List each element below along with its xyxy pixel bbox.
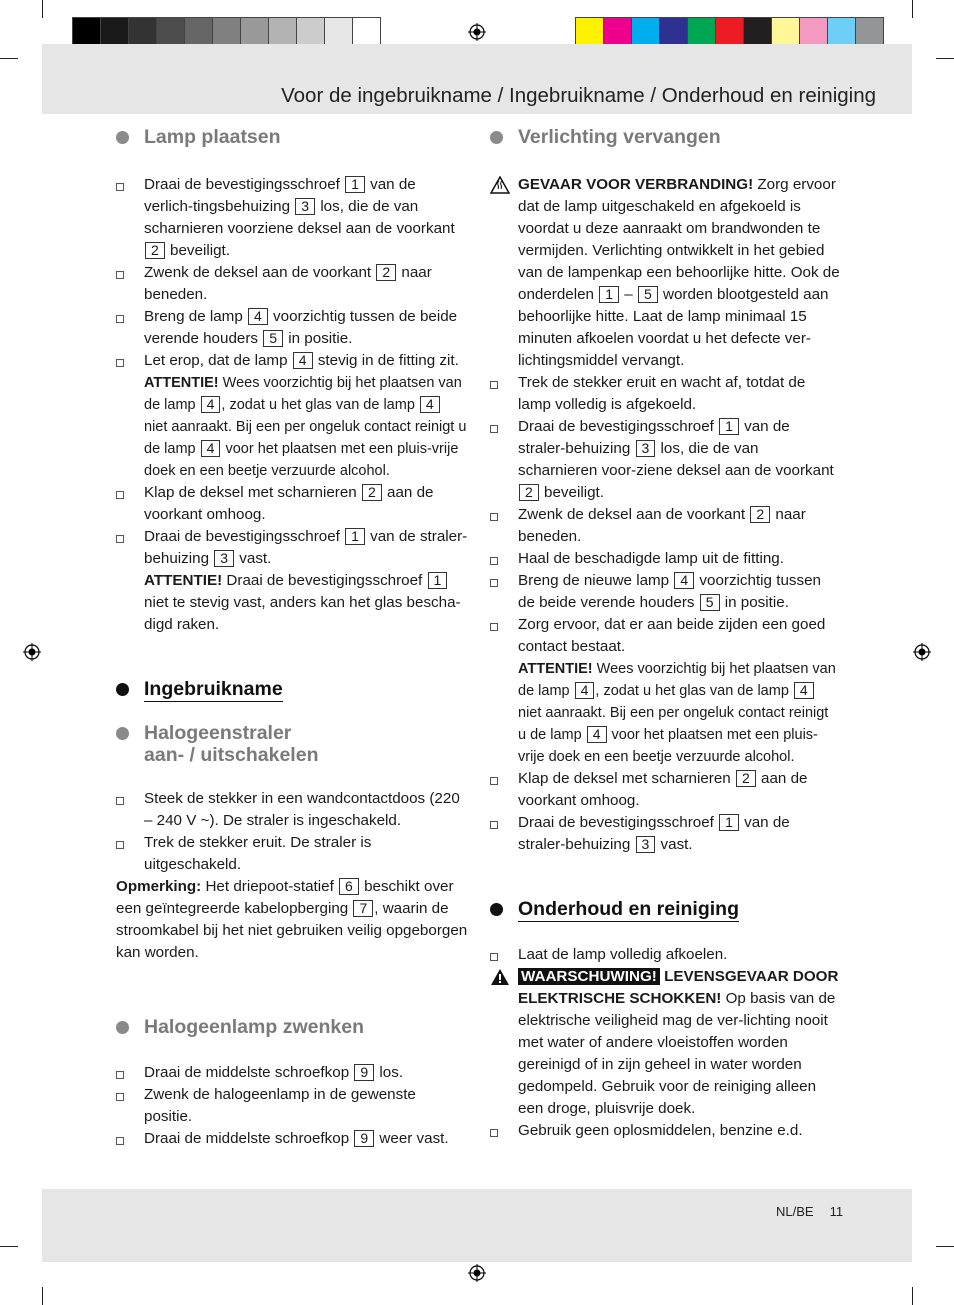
part-number-key: 2 xyxy=(376,264,396,281)
footer-band xyxy=(42,1189,912,1262)
list-item: Zorg ervoor, dat er aan beide zijden een goed contact bestaat. ATTENTIE! Wees voorzichtig bij het plaatsen van de lamp 4 , zodat u het glas van de lamp 4 niet aanraakt. Bij een per ongeluk contact reinigt u de lamp 4 voor het plaatsen met een pluis-vrije doek en een beetje verzuurde alcohol. xyxy=(490,614,840,768)
color-swatch xyxy=(743,17,772,47)
section-heading-verlichting-vervangen: Verlichting vervangen xyxy=(490,126,840,148)
color-swatch xyxy=(855,17,884,47)
bullet-dot-icon xyxy=(116,727,129,740)
part-number-key: 5 xyxy=(700,594,720,611)
color-swatch-bar xyxy=(575,17,883,47)
part-number-key: 4 xyxy=(293,352,313,369)
list-item: Let erop, dat de lamp 4 stevig in de fitting zit. ATTENTIE! Wees voorzichtig bij het plaatsen van de lamp 4 , zodat u het glas van de lamp 4 niet aanraakt. Bij een per ongeluk contact reinigt u de lamp 4 voor het plaatsen met een pluis-vrije doek en een beetje verzuurde alcohol. xyxy=(116,350,468,482)
right-column xyxy=(490,126,840,1142)
note-paragraph: Opmerking: Het driepoot-statief 6 beschikt over een geïntegreerde kabelopberging 7 , waarin de stroomkabel bij het niet gebruiken veilig opgeborgen kan worden. xyxy=(116,878,468,961)
bullet-dot-icon xyxy=(116,131,129,144)
color-swatch xyxy=(268,17,297,47)
part-number-key: 1 xyxy=(719,418,739,435)
color-swatch xyxy=(715,17,744,47)
warning-badge: WAARSCHUWING! xyxy=(518,968,660,985)
checkbox-bullet-icon xyxy=(490,1129,498,1137)
attention-note: ATTENTIE! Draai de bevestigingsschroef 1 niet te stevig vast, anders kan het glas bescha-digd raken. xyxy=(144,572,461,633)
checkbox-bullet-icon xyxy=(490,425,498,433)
step-list xyxy=(116,788,468,876)
checkbox-bullet-icon xyxy=(116,841,124,849)
step-list xyxy=(490,1120,840,1142)
registration-mark-icon xyxy=(23,643,41,661)
part-number-key: 4 xyxy=(248,308,268,325)
section-heading-ingebruikname: Ingebruikname xyxy=(116,678,468,700)
list-item: Draai de middelste schroefkop 9 weer vast. xyxy=(116,1128,468,1150)
crop-mark xyxy=(0,1246,18,1247)
part-number-key: 4 xyxy=(674,572,694,589)
electric-shock-warning: WAARSCHUWING! LEVENSGEVAAR DOOR ELEKTRISCHE SCHOKKEN! Op basis van de elektrische veiligheid mag de ver-lichting nooit met water of andere vloeistoffen worden gereinigd of in zijn geheel in water worden gedompeld. Gebruik voor de reiniging alleen een droge, pluisvrije doek. xyxy=(490,966,840,1120)
part-number-key: 5 xyxy=(263,330,283,347)
section-heading-halogeenlamp-zwenken: Halogeenlamp zwenken xyxy=(116,1016,468,1038)
crop-mark xyxy=(912,1287,913,1305)
color-swatch xyxy=(156,17,185,47)
part-number-key: 4 xyxy=(201,440,221,457)
part-number-key: 1 xyxy=(345,528,365,545)
burn-warning: GEVAAR VOOR VERBRANDING! Zorg ervoor dat de lamp uitgeschakeld en afgekoeld is voordat u deze aanraakt om brandwonden te vermijden. Verlichting ontwikkelt in het gebied van de lampenkap een behoorlijke hitte. Ook de onderdelen 1 – 5 worden blootgesteld aan behoorlijke hitte. Laat de lamp minimaal 15 minuten afkoelen voordat u het defecte ver-lichtingsmiddel vervangt. xyxy=(490,174,840,372)
part-number-key: 2 xyxy=(145,242,165,259)
part-number-key: 4 xyxy=(575,682,595,699)
list-item: Trek de stekker eruit. De straler is uitgeschakeld. xyxy=(116,832,468,876)
list-item: Zwenk de halogeenlamp in de gewenste positie. xyxy=(116,1084,468,1128)
left-column xyxy=(116,126,468,1150)
color-swatch xyxy=(771,17,800,47)
part-number-key: 4 xyxy=(201,396,221,413)
list-item: Haal de beschadigde lamp uit de fitting. xyxy=(490,548,840,570)
checkbox-bullet-icon xyxy=(116,1071,124,1079)
list-item: Klap de deksel met scharnieren 2 aan de voorkant omhoog. xyxy=(116,482,468,526)
page-header-title: Voor de ingebruikname / Ingebruikname / Onderhoud en reiniging xyxy=(281,84,876,107)
part-number-key: 2 xyxy=(362,484,382,501)
step-list xyxy=(490,944,840,966)
list-item: Klap de deksel met scharnieren 2 aan de voorkant omhoog. xyxy=(490,768,840,812)
registration-mark-icon xyxy=(468,23,486,41)
checkbox-bullet-icon xyxy=(116,271,124,279)
checkbox-bullet-icon xyxy=(490,557,498,565)
list-item: Breng de lamp 4 voorzichtig tussen de beide verende houders 5 in positie. xyxy=(116,306,468,350)
color-swatch xyxy=(352,17,381,47)
crop-mark xyxy=(42,0,43,18)
greyscale-swatch-bar xyxy=(72,17,380,47)
step-list xyxy=(116,174,468,636)
checkbox-bullet-icon xyxy=(490,953,498,961)
color-swatch xyxy=(631,17,660,47)
part-number-key: 1 xyxy=(599,286,619,303)
part-number-key: 4 xyxy=(420,396,440,413)
warning-triangle-icon xyxy=(490,968,510,986)
color-swatch xyxy=(212,17,241,47)
part-number-key: 9 xyxy=(354,1130,374,1147)
bullet-dot-icon xyxy=(116,683,129,696)
attention-note: ATTENTIE! Wees voorzichtig bij het plaatsen van de lamp 4 , zodat u het glas van de lamp 4 niet aanraakt. Bij een per ongeluk contact reinigt u de lamp 4 voor het plaatsen met een pluis-vrije doek en een beetje verzuurde alcohol. xyxy=(144,375,467,479)
checkbox-bullet-icon xyxy=(490,623,498,631)
color-swatch xyxy=(827,17,856,47)
section-heading-halogeenstraler: Halogeenstraler aan- / uitschakelen xyxy=(116,722,468,766)
list-item: Zwenk de deksel aan de voorkant 2 naar beneden. xyxy=(490,504,840,548)
bullet-dot-icon xyxy=(490,903,503,916)
list-item: Gebruik geen oplosmiddelen, benzine e.d. xyxy=(490,1120,840,1142)
part-number-key: 2 xyxy=(519,484,539,501)
checkbox-bullet-icon xyxy=(116,1137,124,1145)
locale-label: NL/BE xyxy=(776,1204,814,1219)
color-swatch xyxy=(100,17,129,47)
crop-mark xyxy=(936,58,954,59)
crop-mark xyxy=(912,0,913,18)
page-footer xyxy=(776,1204,843,1219)
list-item: Draai de bevestigingsschroef 1 van de straler-behuizing 3 vast. ATTENTIE! Draai de bevestigingsschroef 1 niet te stevig vast, anders kan het glas bescha-digd raken. xyxy=(116,526,468,636)
part-number-key: 4 xyxy=(794,682,814,699)
color-swatch xyxy=(799,17,828,47)
color-swatch xyxy=(240,17,269,47)
list-item: Trek de stekker eruit en wacht af, totdat de lamp volledig is afgekoeld. xyxy=(490,372,840,416)
checkbox-bullet-icon xyxy=(116,535,124,543)
list-item: Zwenk de deksel aan de voorkant 2 naar beneden. xyxy=(116,262,468,306)
part-number-key: 1 xyxy=(428,572,448,589)
registration-mark-icon xyxy=(468,1264,486,1282)
crop-mark xyxy=(936,1246,954,1247)
page-number: 11 xyxy=(829,1204,844,1219)
color-swatch xyxy=(128,17,157,47)
bullet-dot-icon xyxy=(116,1021,129,1034)
color-swatch xyxy=(296,17,325,47)
checkbox-bullet-icon xyxy=(116,315,124,323)
list-item: Draai de bevestigingsschroef 1 van de verlich-tingsbehuizing 3 los, die de van scharnieren voorziene deksel aan de voorkant 2 beveiligt. xyxy=(116,174,468,262)
part-number-key: 6 xyxy=(339,878,359,895)
color-swatch xyxy=(603,17,632,47)
part-number-key: 3 xyxy=(214,550,234,567)
color-swatch xyxy=(687,17,716,47)
checkbox-bullet-icon xyxy=(116,359,124,367)
checkbox-bullet-icon xyxy=(490,821,498,829)
checkbox-bullet-icon xyxy=(490,777,498,785)
part-number-key: 9 xyxy=(354,1064,374,1081)
part-number-key: 1 xyxy=(345,176,365,193)
color-swatch xyxy=(72,17,101,47)
checkbox-bullet-icon xyxy=(116,491,124,499)
checkbox-bullet-icon xyxy=(490,381,498,389)
checkbox-bullet-icon xyxy=(490,579,498,587)
part-number-key: 3 xyxy=(295,198,315,215)
step-list xyxy=(490,372,840,856)
part-number-key: 4 xyxy=(587,726,607,743)
bullet-dot-icon xyxy=(490,131,503,144)
color-swatch xyxy=(659,17,688,47)
crop-mark xyxy=(0,58,18,59)
list-item: Steek de stekker in een wandcontactdoos (220 – 240 V ~). De straler is ingeschakeld. xyxy=(116,788,468,832)
part-number-key: 1 xyxy=(719,814,739,831)
color-swatch xyxy=(575,17,604,47)
list-item: Breng de nieuwe lamp 4 voorzichtig tussen de beide verende houders 5 in positie. xyxy=(490,570,840,614)
part-number-key: 3 xyxy=(636,440,656,457)
part-number-key: 2 xyxy=(736,770,756,787)
list-item: Laat de lamp volledig afkoelen. xyxy=(490,944,840,966)
part-number-key: 7 xyxy=(353,900,373,917)
hot-surface-warning-icon xyxy=(490,176,510,194)
checkbox-bullet-icon xyxy=(490,513,498,521)
list-item: Draai de bevestigingsschroef 1 van de straler-behuizing 3 los, die de van scharnieren voor-ziene deksel aan de voorkant 2 beveiligt. xyxy=(490,416,840,504)
crop-mark xyxy=(42,1287,43,1305)
part-number-key: 2 xyxy=(750,506,770,523)
registration-mark-icon xyxy=(913,643,931,661)
part-number-key: 3 xyxy=(636,836,656,853)
checkbox-bullet-icon xyxy=(116,797,124,805)
section-heading-lamp-plaatsen: Lamp plaatsen xyxy=(116,126,468,148)
color-swatch xyxy=(184,17,213,47)
list-item: Draai de middelste schroefkop 9 los. xyxy=(116,1062,468,1084)
step-list xyxy=(116,1062,468,1150)
part-number-key: 5 xyxy=(638,286,658,303)
color-swatch xyxy=(324,17,353,47)
section-heading-onderhoud: Onderhoud en reiniging xyxy=(490,898,840,920)
list-item: Draai de bevestigingsschroef 1 van de straler-behuizing 3 vast. xyxy=(490,812,840,856)
checkbox-bullet-icon xyxy=(116,183,124,191)
checkbox-bullet-icon xyxy=(116,1093,124,1101)
attention-note: ATTENTIE! Wees voorzichtig bij het plaatsen van de lamp 4 , zodat u het glas van de lamp 4 niet aanraakt. Bij een per ongeluk contact reinigt u de lamp 4 voor het plaatsen met een pluis-vrije doek en een beetje verzuurde alcohol. xyxy=(518,661,836,765)
